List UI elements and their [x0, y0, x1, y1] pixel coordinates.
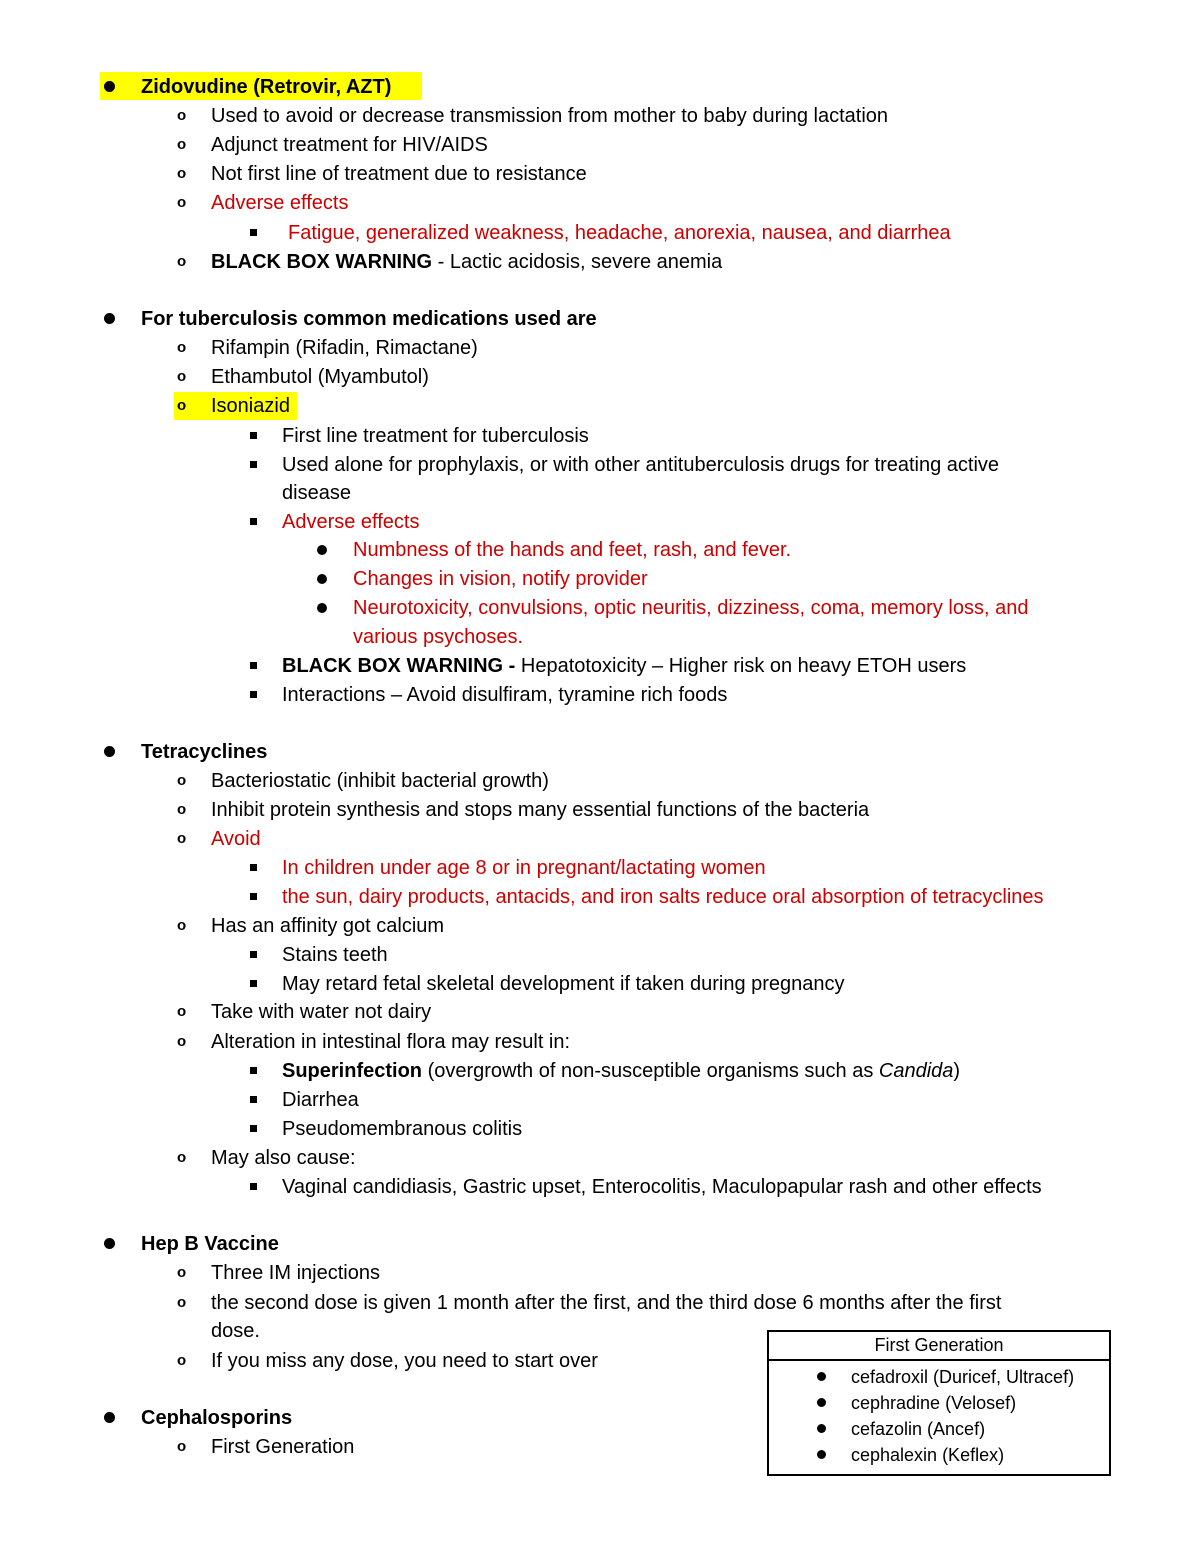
list-item: First Generation	[211, 1436, 355, 1458]
list-item: Adjunct treatment for HIV/AIDS	[211, 134, 488, 156]
bullet-o-icon: o	[177, 1438, 187, 1455]
table-row: cephradine (Velosef)	[851, 1393, 1017, 1413]
bullet-dot-icon	[104, 746, 115, 757]
list-item-isoniazid: Isoniazid	[211, 395, 290, 417]
black-box-text: - Lactic acidosis, severe anemia	[432, 251, 723, 273]
bullet-dot-icon	[317, 545, 327, 555]
list-item: Diarrhea	[282, 1089, 359, 1111]
section-title-hep-b: Hep B Vaccine	[141, 1233, 279, 1255]
table-row: cefadroxil (Duricef, Ultracef)	[851, 1367, 1075, 1387]
superinfection-label: Superinfection	[282, 1060, 423, 1082]
bullet-square-icon	[250, 864, 257, 871]
list-item: If you miss any dose, you need to start over	[211, 1350, 598, 1372]
bullet-o-icon: o	[177, 801, 187, 818]
list-item-adverse-effects: Adverse effects	[282, 511, 420, 533]
bullet-dot-icon	[817, 1450, 826, 1459]
bullet-o-icon: o	[177, 917, 187, 934]
list-item-continuation: dose.	[211, 1320, 260, 1342]
list-item: Vaginal candidiasis, Gastric upset, Enterocolitis, Maculopapular rash and other effects	[282, 1176, 1042, 1198]
list-item: Pseudomembranous colitis	[282, 1118, 523, 1140]
bullet-dot-icon	[104, 313, 115, 324]
list-item: Used alone for prophylaxis, or with other antituberculosis drugs for treating active	[282, 454, 1000, 476]
bullet-square-icon	[250, 893, 257, 900]
bullet-square-icon	[250, 432, 257, 439]
bullet-o-icon: o	[177, 253, 187, 270]
list-item: Not first line of treatment due to resistance	[211, 163, 587, 185]
list-item: Neurotoxicity, convulsions, optic neuritis, dizziness, coma, memory loss, and	[353, 597, 1029, 619]
list-item: May also cause:	[211, 1147, 356, 1169]
list-item: Ethambutol (Myambutol)	[211, 366, 429, 388]
bullet-square-icon	[250, 1125, 257, 1132]
list-item: Inhibit protein synthesis and stops many essential functions of the bacteria	[211, 799, 870, 821]
bullet-o-icon: o	[177, 368, 187, 385]
section-title-tetracyclines: Tetracyclines	[141, 741, 268, 763]
superinfection-organism: Candida	[878, 1060, 954, 1082]
list-item: the second dose is given 1 month after the first, and the third dose 6 months after the first	[211, 1292, 1002, 1314]
bullet-dot-icon	[817, 1398, 826, 1407]
bullet-square-icon	[250, 1067, 257, 1074]
black-box-text: Hepatotoxicity – Higher risk on heavy ETOH users	[515, 655, 967, 677]
list-item: Alteration in intestinal flora may result in:	[211, 1031, 571, 1053]
table-row: cephalexin (Keflex)	[851, 1445, 1005, 1465]
list-item: Numbness of the hands and feet, rash, and fever.	[353, 539, 792, 561]
black-box-label: BLACK BOX WARNING -	[282, 655, 516, 677]
bullet-o-icon: o	[177, 107, 187, 124]
superinfection-end: )	[953, 1060, 961, 1082]
bullet-o-icon: o	[177, 339, 187, 356]
bullet-o-icon: o	[177, 1033, 187, 1050]
list-item: Has an affinity got calcium	[211, 915, 445, 937]
list-item-black-box-warning	[211, 249, 722, 275]
list-item: Changes in vision, notify provider	[353, 568, 648, 590]
bullet-o-icon: o	[177, 772, 187, 789]
bullet-o-icon: o	[177, 194, 187, 211]
section-title-cephalosporins: Cephalosporins	[141, 1407, 293, 1429]
bullet-square-icon	[250, 1096, 257, 1103]
bullet-square-icon	[250, 1183, 257, 1190]
bullet-square-icon	[250, 980, 257, 987]
bullet-o-icon: o	[177, 1264, 187, 1281]
list-item-adverse-effects: Adverse effects	[211, 192, 349, 214]
bullet-square-icon	[250, 461, 257, 468]
bullet-o-icon: o	[177, 1003, 187, 1020]
bullet-o-icon: o	[177, 397, 187, 414]
bullet-o-icon: o	[177, 1294, 187, 1311]
bullet-dot-icon	[104, 1238, 115, 1249]
bullet-square-icon	[250, 662, 257, 669]
bullet-dot-icon	[317, 574, 327, 584]
bullet-dot-icon	[317, 603, 327, 613]
list-item: Rifampin (Rifadin, Rimactane)	[211, 337, 478, 359]
section-title-zidovudine: Zidovudine (Retrovir, AZT)	[141, 76, 392, 98]
list-item-superinfection	[282, 1058, 960, 1084]
table-header: First Generation	[769, 1332, 1109, 1361]
bullet-dot-icon	[104, 81, 115, 92]
list-item: Three IM injections	[211, 1262, 380, 1284]
list-item-continuation: various psychoses.	[353, 626, 524, 648]
list-item-continuation: disease	[282, 482, 351, 504]
section-title-tuberculosis: For tuberculosis common medications used are	[141, 308, 597, 330]
list-item: Used to avoid or decrease transmission from mother to baby during lactation	[211, 105, 889, 127]
bullet-square-icon	[250, 951, 257, 958]
bullet-dot-icon	[817, 1424, 826, 1433]
bullet-o-icon: o	[177, 1149, 187, 1166]
bullet-dot-icon	[104, 1412, 115, 1423]
bullet-o-icon: o	[177, 830, 187, 847]
first-generation-table	[767, 1330, 1111, 1476]
black-box-label: BLACK BOX WARNING	[211, 251, 433, 273]
list-item: the sun, dairy products, antacids, and iron salts reduce oral absorption of tetracyclines	[282, 886, 1044, 908]
list-item-avoid: Avoid	[211, 828, 261, 850]
bullet-o-icon: o	[177, 165, 187, 182]
superinfection-text: (overgrowth of non-susceptible organisms such as	[422, 1060, 879, 1082]
list-item-black-box-warning	[282, 653, 966, 679]
bullet-o-icon: o	[177, 1352, 187, 1369]
table-row: cefazolin (Ancef)	[851, 1419, 986, 1439]
list-item: May retard fetal skeletal development if taken during pregnancy	[282, 973, 845, 995]
list-item: In children under age 8 or in pregnant/lactating women	[282, 857, 766, 879]
list-item: Interactions – Avoid disulfiram, tyramine rich foods	[282, 684, 728, 706]
bullet-o-icon: o	[177, 136, 187, 153]
list-item: Fatigue, generalized weakness, headache, anorexia, nausea, and diarrhea	[288, 222, 951, 244]
list-item: First line treatment for tuberculosis	[282, 425, 589, 447]
bullet-square-icon	[250, 691, 257, 698]
bullet-dot-icon	[817, 1372, 826, 1381]
list-item: Take with water not dairy	[211, 1001, 432, 1023]
list-item: Bacteriostatic (inhibit bacterial growth)	[211, 770, 549, 792]
bullet-square-icon	[250, 518, 257, 525]
list-item: Stains teeth	[282, 944, 388, 966]
bullet-square-icon	[250, 229, 257, 236]
